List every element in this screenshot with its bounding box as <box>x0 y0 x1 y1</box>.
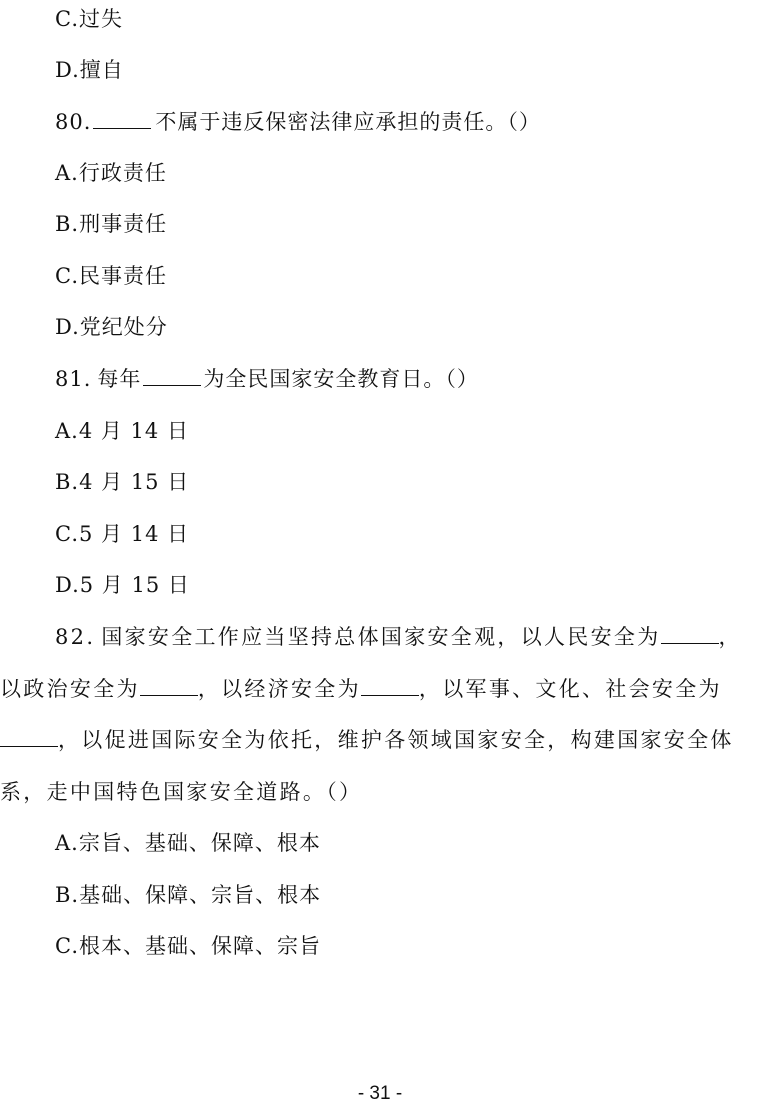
question-82 <box>0 612 748 818</box>
option-a: A.行政责任 <box>55 161 167 185</box>
option-c: C.5 月 14 日 <box>55 522 190 546</box>
question-number: 82. <box>55 625 96 649</box>
question-text: 国家安全工作应当坚持总体国家安全观，以人民安全为 <box>101 625 661 649</box>
option-a: A.4 月 14 日 <box>55 419 189 443</box>
answer-blank <box>361 675 419 696</box>
page-number: - 31 - <box>357 1083 403 1104</box>
question-number: 81. <box>55 367 92 391</box>
question-text: ，以军事、文化、社会安全为 <box>418 676 722 701</box>
answer-blank <box>140 675 198 696</box>
question-text: ，以政治安全为 <box>0 625 742 701</box>
option-b: B.4 月 15 日 <box>55 470 190 494</box>
option-b: B.刑事责任 <box>55 212 168 236</box>
answer-blank <box>93 108 151 129</box>
option-d-prev: D.擅自 <box>55 58 124 82</box>
question-text: 不属于违反保密法律应承担的责任。（） <box>155 110 541 134</box>
answer-blank <box>143 365 201 386</box>
answer-blank <box>661 623 719 644</box>
question-number: 80. <box>55 110 92 134</box>
question-text-post: 为全民国家安全教育日。（） <box>203 367 479 391</box>
answer-blank <box>0 726 58 747</box>
option-d: D.5 月 15 日 <box>55 573 190 597</box>
question-text: ，以促进国际安全为依托，维护各领域国家安全，构建国家安全体系，走中国特色国家安全道路。（） <box>0 728 734 804</box>
option-c-prev: C.过失 <box>55 7 123 31</box>
option-c: C.根本、基础、保障、宗旨 <box>55 934 321 958</box>
question-text: ，以经济安全为 <box>197 676 361 701</box>
option-a: A.宗旨、基础、保障、根本 <box>55 831 321 855</box>
question-81 <box>55 364 479 394</box>
option-b: B.基础、保障、宗旨、根本 <box>55 883 322 907</box>
option-d: D.党纪处分 <box>55 315 168 339</box>
option-c: C.民事责任 <box>55 264 167 288</box>
question-text-pre: 每年 <box>97 367 142 391</box>
question-80 <box>55 107 541 137</box>
